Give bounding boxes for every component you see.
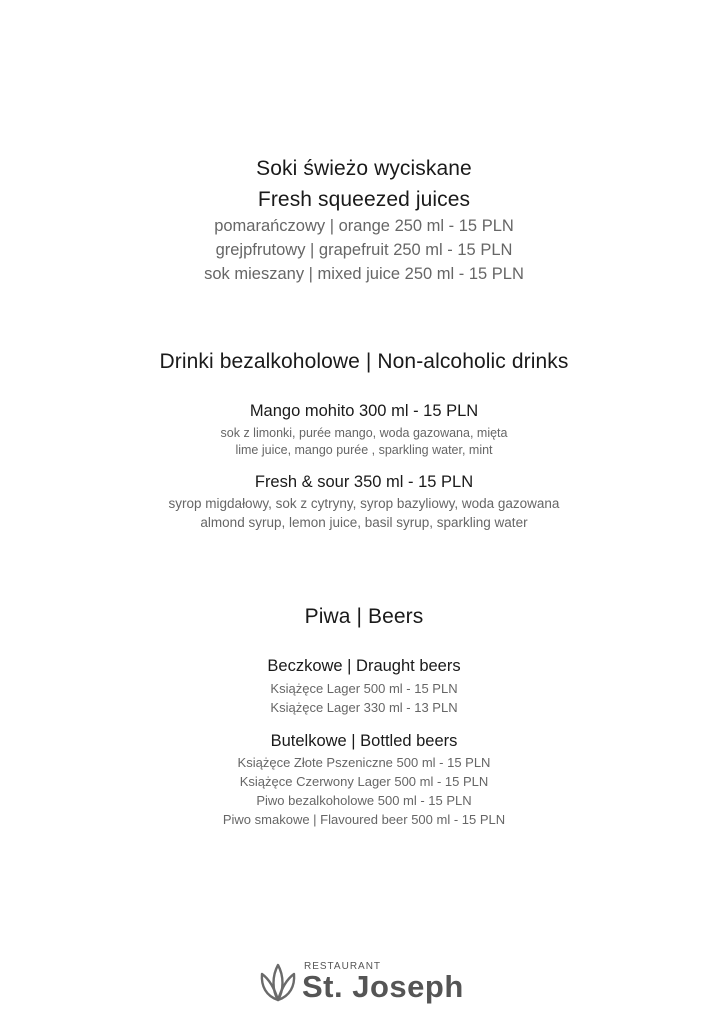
bottled-beer-item: Piwo bezalkoholowe 500 ml - 15 PLN [256, 793, 472, 808]
juice-item-grapefruit: grejpfrutowy | grapefruit 250 ml - 15 PLN [215, 241, 513, 259]
restaurant-logo [258, 958, 478, 1008]
bottled-beer-item: Książęce Złote Pszeniczne 500 ml - 15 PLN [237, 755, 491, 770]
drink-fresh-sour-name: Fresh & sour 350 ml - 15 PLN [254, 473, 474, 491]
logo-big-text: St. Joseph [302, 969, 464, 1004]
drink-mango-mohito-name: Mango mohito 300 ml - 15 PLN [249, 402, 479, 420]
bottled-beer-item: Piwo smakowe | Flavoured beer 500 ml - 15 PLN [222, 812, 506, 827]
bottled-beers-title: Butelkowe | Bottled beers [270, 732, 458, 750]
bottled-beer-item: Książęce Czerwony Lager 500 ml - 15 PLN [239, 774, 489, 789]
juices-title-pl: Soki świeżo wyciskane [256, 157, 472, 180]
beers-title: Piwa | Beers [304, 605, 424, 628]
juice-item-mixed: sok mieszany | mixed juice 250 ml - 15 PLN [204, 265, 524, 283]
draught-beer-item: Książęce Lager 500 ml - 15 PLN [270, 681, 458, 696]
drink-fresh-sour-desc-en: almond syrup, lemon juice, basil syrup, sparkling water [200, 515, 528, 530]
juice-item-orange: pomarańczowy | orange 250 ml - 15 PLN [214, 217, 514, 235]
nonalcoholic-title: Drinki bezalkoholowe | Non-alcoholic drinks [159, 350, 569, 373]
juices-title-en: Fresh squeezed juices [257, 188, 471, 211]
drink-fresh-sour-desc-pl: syrop migdałowy, sok z cytryny, syrop bazyliowy, woda gazowana [168, 496, 560, 511]
logo-small-text: RESTAURANT [304, 961, 382, 972]
lotus-logo-icon [258, 960, 298, 1004]
draught-beers-title: Beczkowe | Draught beers [267, 657, 461, 675]
drink-mango-mohito-desc-en: lime juice, mango purée , sparkling water, mint [235, 443, 493, 457]
draught-beer-item: Książęce Lager 330 ml - 13 PLN [270, 700, 458, 715]
drink-mango-mohito-desc-pl: sok z limonki, purée mango, woda gazowana, mięta [220, 426, 508, 440]
